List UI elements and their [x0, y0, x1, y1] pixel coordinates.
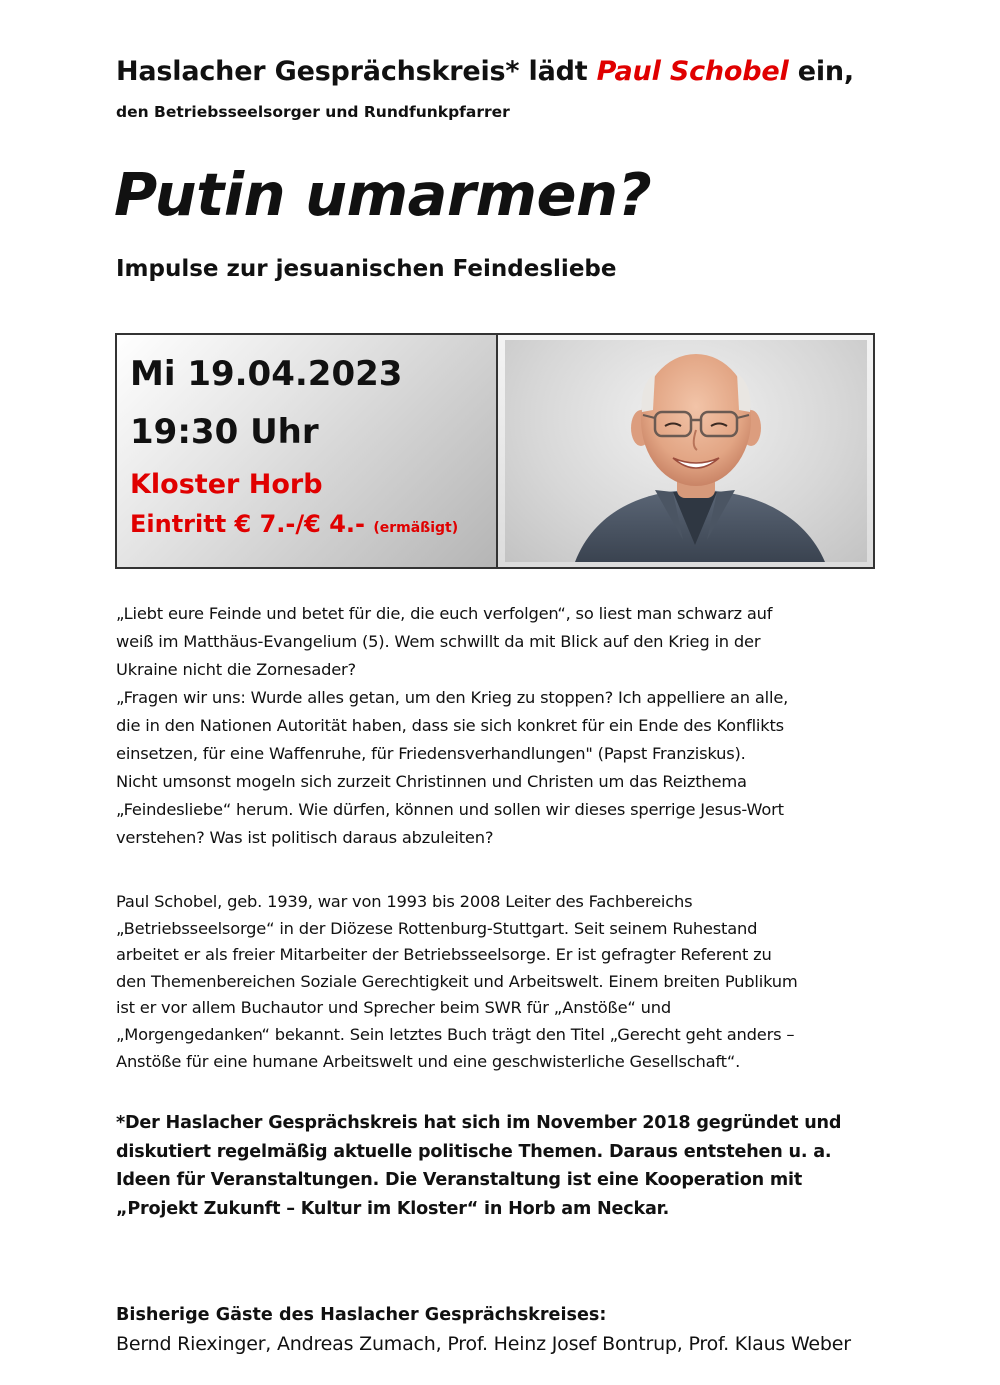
speaker-bio — [116, 889, 896, 1075]
intro-line: „Fragen wir uns: Wurde alles getan, um den Krieg zu stoppen? Ich appelliere an alle, — [116, 688, 789, 707]
event-location: Kloster Horb — [130, 469, 323, 500]
previous-guests-list: Bernd Riexinger, Andreas Zumach, Prof. Heinz Josef Bontrup, Prof. Klaus Weber — [116, 1333, 851, 1355]
note-line: diskutiert regelmäßig aktuelle politische Themen. Daraus entstehen u. a. — [116, 1141, 832, 1162]
headline-text: Haslacher Gesprächskreis* lädt — [116, 56, 597, 87]
price-reduced-note: (ermäßigt) — [373, 520, 459, 536]
event-details — [117, 335, 498, 567]
speaker-photo — [505, 340, 867, 562]
speaker-name: Paul Schobel — [596, 56, 789, 87]
intro-text — [116, 600, 896, 852]
bio-line: ist er vor allem Buchautor und Sprecher beim SWR für „Anstöße“ und — [116, 998, 672, 1018]
headline-suffix: ein, — [788, 56, 854, 87]
bio-line: „Morgengedanken“ bekannt. Sein letztes Buch trägt den Titel „Gerecht geht anders – — [116, 1024, 795, 1044]
event-date: Mi 19.04.2023 — [130, 354, 403, 394]
speaker-portrait-image — [505, 340, 867, 562]
intro-line: die in den Nationen Autorität haben, dass sie sich konkret für ein Ende des Konflikts — [116, 716, 784, 735]
organizer-note — [116, 1109, 906, 1224]
event-subtitle: Impulse zur jesuanischen Feindesliebe — [116, 256, 617, 282]
intro-line: „Feindesliebe“ herum. Wie dürfen, können und sollen wir dieses sperrige Jesus-Wort — [116, 800, 784, 819]
speaker-role: den Betriebsseelsorger und Rundfunkpfarrer — [116, 103, 510, 121]
event-time: 19:30 Uhr — [130, 412, 319, 452]
intro-line: Ukraine nicht die Zornesader? — [116, 660, 356, 679]
bio-line: Anstöße für eine humane Arbeitswelt und eine geschwisterliche Gesellschaft“. — [116, 1051, 741, 1071]
bio-line: den Themenbereichen Soziale Gerechtigkeit und Arbeitswelt. Einem breiten Publikum — [116, 971, 798, 991]
bio-line: arbeitet er als freier Mitarbeiter der Betriebsseelsorge. Er ist gefragter Referent zu — [116, 945, 772, 965]
event-info-box — [115, 333, 875, 569]
intro-line: weiß im Matthäus-Evangelium (5). Wem schwillt da mit Blick auf den Krieg in der — [116, 632, 761, 651]
intro-line: verstehen? Was ist politisch daraus abzuleiten? — [116, 828, 494, 847]
price-text: Eintritt € 7.-/€ 4.- — [130, 510, 374, 538]
intro-line: „Liebt eure Feinde und betet für die, die euch verfolgen“, so liest man schwarz auf — [116, 604, 773, 623]
bio-line: „Betriebsseelsorge“ in der Diözese Rottenburg-Stuttgart. Seit seinem Ruhestand — [116, 918, 758, 938]
note-line: „Projekt Zukunft – Kultur im Kloster“ in Horb am Neckar. — [116, 1199, 670, 1220]
event-title: Putin umarmen? — [114, 160, 652, 229]
previous-guests-title: Bisherige Gäste des Haslacher Gesprächskreises: — [116, 1305, 607, 1325]
intro-line: einsetzen, für eine Waffenruhe, für Friedensverhandlungen" (Papst Franziskus). — [116, 744, 746, 763]
event-price — [130, 507, 496, 545]
headline — [116, 56, 936, 87]
speaker-photo-frame — [498, 335, 873, 567]
bio-line: Paul Schobel, geb. 1939, war von 1993 bis 2008 Leiter des Fachbereichs — [116, 892, 693, 911]
note-line: *Der Haslacher Gesprächskreis hat sich im November 2018 gegründet und — [116, 1113, 842, 1133]
note-line: Ideen für Veranstaltungen. Die Veranstaltung ist eine Kooperation mit — [116, 1170, 803, 1191]
intro-line: Nicht umsonst mogeln sich zurzeit Christinnen und Christen um das Reizthema — [116, 772, 747, 791]
